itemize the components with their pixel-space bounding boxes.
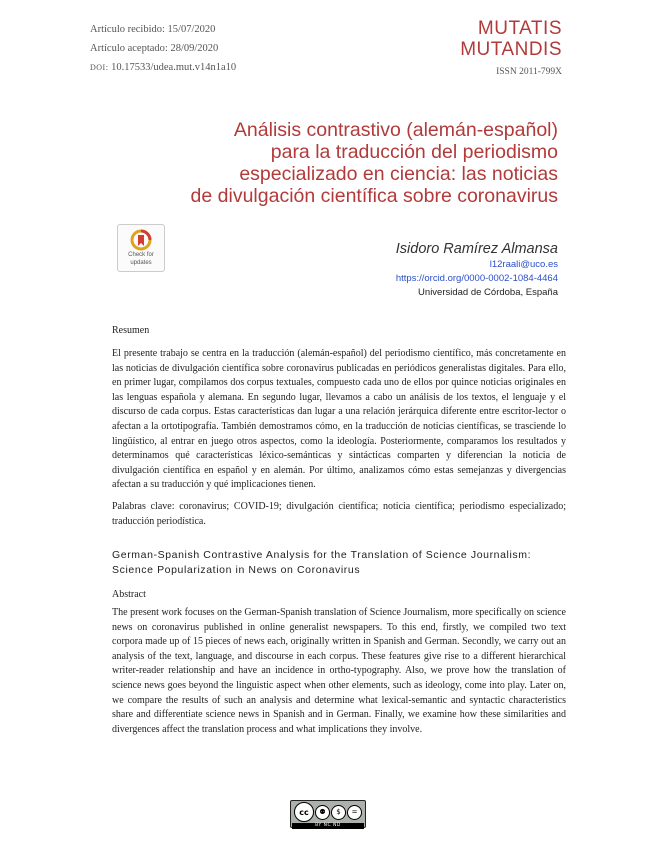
abstract-body: The present work focuses on the German-Spanish translation of Science Journalism, more specifically on science news on coronavirus published in online generalist newspapers. To this end, firstly, we compiled two text corpora made up of 15 pieces of news each, originally written in Spanish and German. Secondly, we carry out an analysis of the text, language, and discourse in each corpus. These features give rise to a different hierarchical writer-reader relationship and have an incidence in ortho-typography. Also, we prove how the translation of science news goes beyond the linguistic aspect when other elements, such as ideology, come into play. Later on, we compare the results of such an analysis and determine what lexical-semantic and syntactic characteristics share and differentiate science news in Spanish and in German. Finally, we examine how these similarities and divergences affect the translation process and what implications they involve. (112, 607, 566, 735)
journal-logo (444, 18, 562, 77)
journal-issn: ISSN 2011-799X (496, 67, 562, 77)
keywords: Palabras clave: coronavirus; COVID-19; divulgación científica; noticia científica; periodismo especializado; traducción periodística. (112, 501, 566, 527)
author-affiliation: Universidad de Córdoba, España (418, 287, 558, 298)
article-title (110, 119, 558, 207)
article-dates (90, 20, 236, 77)
author-orcid-link[interactable]: https://orcid.org/0000-0002-1084-4464 (395, 273, 558, 284)
title-line: de divulgación científica sobre coronavirus (190, 185, 558, 207)
title-line: para la traducción del periodismo (270, 141, 558, 163)
badge-label-line1: Check for (128, 252, 154, 258)
title-line: especializado en ciencia: las noticias (239, 163, 558, 185)
received-date: Artículo recibido: 15/07/2020 (90, 24, 216, 35)
by-icon: ⚉ (315, 805, 330, 820)
author-email-link[interactable]: l12raali@uco.es (489, 259, 558, 270)
cc-license-badge[interactable] (290, 800, 366, 828)
resumen-heading: Resumen (112, 325, 150, 336)
cc-icon: cc (294, 802, 314, 822)
journal-name-line1: MUTATIS (477, 18, 562, 39)
doi-label: DOI: (90, 63, 109, 72)
author-block (396, 240, 558, 300)
nc-icon: $ (331, 805, 346, 820)
english-title: German-Spanish Contrastive Analysis for the Translation of Science Journalism: Science Popularization in News on Coronavirus (112, 549, 532, 576)
author-name: Isidoro Ramírez Almansa (395, 241, 558, 257)
resumen-body: El presente trabajo se centra en la traducción (alemán-español) del periodismo científico, más concretamente en las noticias de divulgación científica sobre coronavirus publicadas en periódicos generalistas digitales. Para ello, en primer lugar, compilamos dos corpus textuales, compuesto cada uno de ellos por quince noticias originales en las lenguas española y alemana. En segundo lugar, llevamos a cabo un análisis de los textos, el lenguaje y el discurso de cada corpus. Estas características dan lugar a una relación jerárquica diferente entre escritor-lector o afectan a la ortotipografía. También demostramos cómo, en la traducción de noticias científicas, se trasciende lo lingüístico, al entrar en juego otros aspectos, como la ideología. Posteriormente, comparamos los resultados y determinamos qué características léxico-semánticas y sintácticas comparten y diferencian la noticia de divulgación científica en español y en alemán. Por último, analizamos cómo estas semejanzas y divergencias afectan a su traducción y qué implicaciones tienen. (112, 348, 566, 491)
nd-icon: = (347, 805, 362, 820)
doi (90, 58, 236, 77)
badge-label-line2: updates (130, 259, 152, 266)
abstract-heading: Abstract (112, 589, 146, 600)
license-strip-text: BY NC ND (292, 823, 364, 829)
journal-name-line2: MUTANDIS (460, 39, 562, 60)
doi-value: 10.17533/udea.mut.v14n1a10 (108, 62, 237, 73)
title-line: Análisis contrastivo (alemán-español) (233, 119, 558, 141)
check-for-updates-badge[interactable] (117, 224, 165, 272)
accepted-date: Artículo aceptado: 28/09/2020 (90, 43, 219, 54)
check-for-updates-icon (130, 229, 152, 251)
